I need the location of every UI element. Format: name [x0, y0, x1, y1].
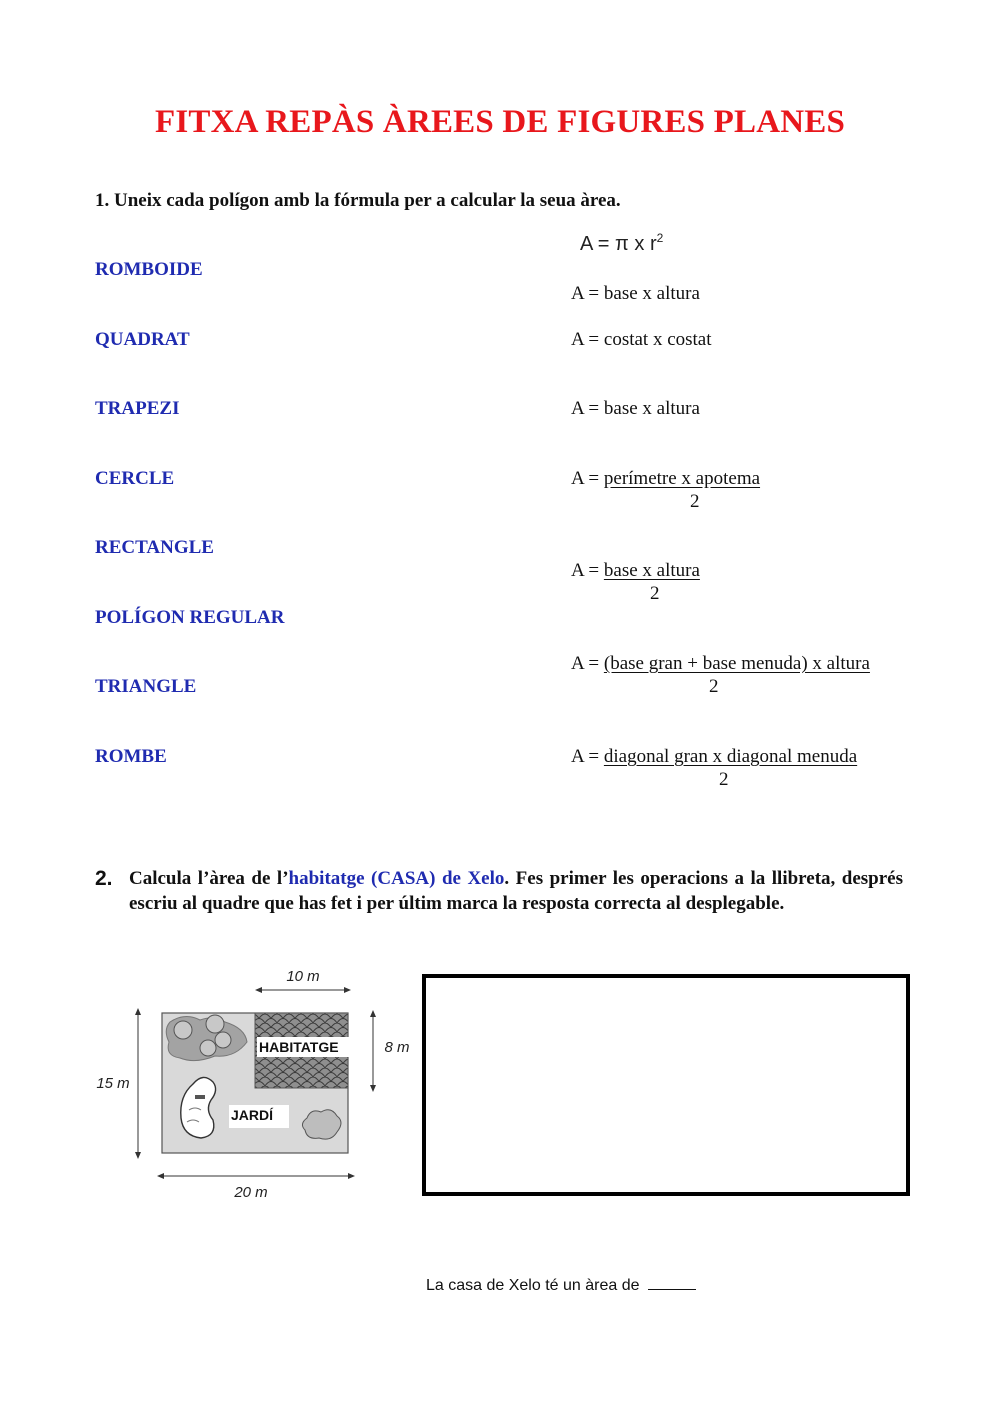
formula-regular[interactable] [571, 468, 760, 490]
answer-box[interactable] [422, 974, 910, 1196]
formula-triangle-prefix: A = [571, 560, 604, 581]
dimension-bottom-label: 20 m [234, 1184, 268, 1201]
exercise-2-text-after: . Fes primer les operacions a la llibreta, després escriu al quadre que has fet i per últim marca la resposta correcta al desplegable. [129, 868, 904, 914]
dimension-right-label: 8 m [384, 1039, 410, 1056]
answer-dropdown[interactable] [648, 1275, 696, 1290]
exercise-2-highlight: habitatge (CASA) de Xelo [288, 868, 505, 889]
dimension-left-label: 15 m [96, 1075, 130, 1092]
exercise-2-number: 2. [95, 867, 113, 890]
formula-trapezi-prefix: A = [571, 653, 604, 674]
final-sentence-text: La casa de Xelo té un àrea de [426, 1277, 640, 1294]
page-title: FITXA REPÀS ÀREES DE FIGURES PLANES [154, 104, 846, 140]
polygon-poligon-regular[interactable]: POLÍGON REGULAR [95, 607, 285, 628]
final-sentence [426, 1275, 696, 1295]
formula-rombe-numerator: diagonal gran x diagonal menuda [603, 746, 858, 767]
formula-base-altura-2[interactable]: A = base x altura [571, 398, 700, 419]
formula-trapezi-denominator: 2 [709, 676, 719, 697]
formula-trapezi[interactable] [571, 653, 870, 675]
formula-rombe-denominator: 2 [719, 769, 729, 790]
formula-circle[interactable] [580, 231, 663, 256]
polygon-cercle[interactable]: CERCLE [95, 468, 175, 489]
polygon-trapezi[interactable]: TRAPEZI [95, 398, 180, 419]
polygon-triangle[interactable]: TRIANGLE [95, 676, 197, 697]
formula-trapezi-numerator: (base gran + base menuda) x altura [603, 653, 870, 674]
house-label: HABITATGE [259, 1039, 339, 1055]
formula-rombe[interactable] [571, 746, 857, 768]
formula-triangle-numerator: base x altura [603, 560, 700, 581]
formula-triangle-denominator: 2 [650, 583, 660, 604]
exercise-1-instruction: 1. Uneix cada polígon amb la fórmula per a calcular la seua àrea. [95, 190, 621, 211]
exercise-2-text-before: Calcula l’àrea de l’ [129, 868, 289, 889]
formula-regular-denominator: 2 [690, 491, 700, 512]
formula-circle-text: A = π x r [580, 233, 657, 255]
formula-base-altura-1[interactable]: A = base x altura [571, 283, 700, 304]
formula-rombe-prefix: A = [571, 746, 604, 767]
formula-regular-prefix: A = [571, 468, 604, 489]
polygon-quadrat[interactable]: QUADRAT [95, 329, 190, 350]
formula-circle-exponent: 2 [656, 231, 664, 245]
floor-plan-diagram [85, 960, 425, 1210]
polygon-rectangle[interactable]: RECTANGLE [95, 537, 214, 558]
exercise-2-instruction [95, 866, 903, 916]
formula-triangle[interactable] [571, 560, 700, 582]
dimension-top-label: 10 m [286, 968, 320, 985]
formula-regular-numerator: perímetre x apotema [603, 468, 761, 489]
formula-costat[interactable]: A = costat x costat [571, 329, 712, 350]
polygon-rombe[interactable]: ROMBE [95, 746, 167, 767]
garden-label: JARDÍ [231, 1107, 274, 1123]
polygon-romboide[interactable]: ROMBOIDE [95, 259, 203, 280]
